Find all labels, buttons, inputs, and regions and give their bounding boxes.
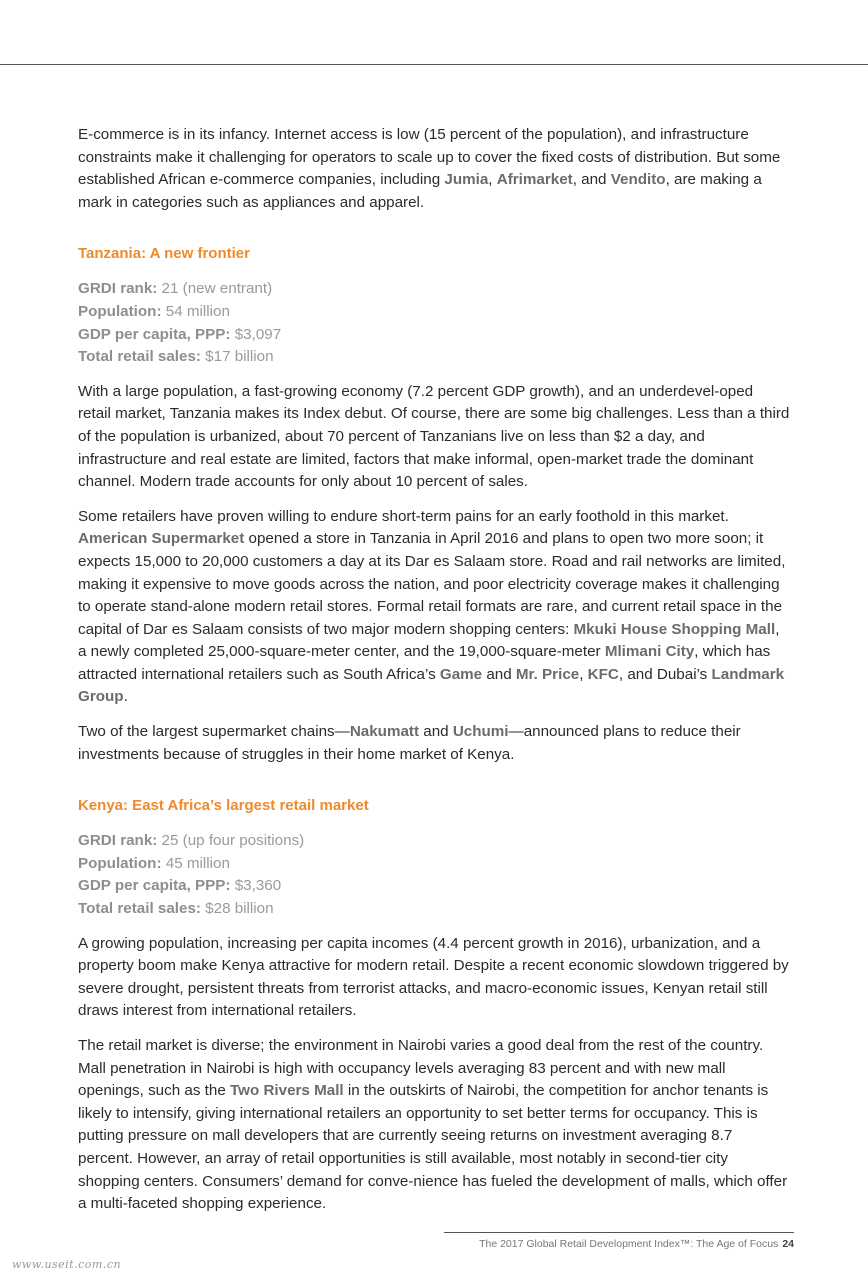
text: , are making a mark in categories such as appliances and apparel.: [78, 171, 762, 211]
top-rule: [0, 64, 868, 65]
tanzania-paragraph-2: Some retailers have proven willing to endure short-term pains for an early foothold in this market. American Supermarket opened a store in Tanzania in April 2016 and plans to open two more soon; it expects 15,000 to 20,000 customers a day at its Dar es Salaam store. Road and rail networks are limited, making it expensive to move goods across the nation, and poor electricity coverage makes it challenging to operate stand-alone modern retail stores. Formal retail formats are rare, and current retail space in the capital of Dar es Salaam consists of two major modern shopping centers: Mkuki House Shopping Mall, a newly completed 25,000-square-meter center, and the 19,000-square-meter Mlimani City, which has attracted international retailers such as South Africa’s Game and Mr. Price, KFC, and Dubai’s Landmark Group.: [78, 507, 786, 706]
tanzania-heading: Tanzania: A new frontier: [78, 245, 250, 263]
mall-mlimani-city: Mlimani City: [604, 643, 695, 661]
text: ,: [488, 171, 497, 189]
company-jumia: Jumia: [444, 171, 489, 189]
text: E-commerce is in its infancy. Internet access is low (15 percent of the population), and infrastructure constraints make it challenging for operators to scale up to cover the fixed costs of distribution. But some established African e-commerce companies, including: [78, 126, 781, 189]
stat-retail-sales: Total retail sales: $17 billion: [78, 348, 274, 366]
mall-two-rivers: Two Rivers Mall: [229, 1082, 344, 1100]
tanzania-stats: [78, 278, 790, 368]
mall-mkuki-house: Mkuki House Shopping Mall: [573, 620, 776, 638]
watermark: www.useit.com.cn: [12, 1258, 122, 1271]
company-vendito: Vendito: [610, 171, 666, 189]
company-american-supermarket: American Supermarket: [78, 530, 245, 548]
company-nakumatt: Nakumatt: [349, 723, 420, 741]
footer: [444, 1238, 794, 1250]
company-mr-price: Mr. Price: [515, 665, 580, 683]
kenya-paragraph-2: The retail market is diverse; the environment in Nairobi varies a good deal from the rest of the country. Mall penetration in Nairobi is high with occupancy levels averaging 83 percent and with new mall openings, such as the Two Rivers Mall in the outskirts of Nairobi, the competition for anchor tenants is likely to intensify, giving international retailers an opportunity to set better terms for occupancy. This is putting pressure on mall developers that are currently seeing returns on investment averaging 8.7 percent. However, an array of retail opportunities is still available, most notably in second-tier city shopping centers. Consumers’ demand for conve-nience has fueled the development of malls, which offer a multi-faceted shopping experience.: [78, 1037, 788, 1213]
kenya-paragraph-1: A growing population, increasing per capita incomes (4.4 percent growth in 2016), urbanization, and a property boom make Kenya attractive for modern retail. Despite a recent economic slowdown triggered by severe drought, persistent threats from terrorist attacks, and macro-economic issues, Kenyan retail still draws interest from international retailers.: [78, 934, 789, 1020]
company-landmark-group: Landmark Group: [78, 665, 785, 706]
tanzania-paragraph-3: Two of the largest supermarket chains—Nakumatt and Uchumi—announced plans to reduce their investments because of struggles in their home market of Kenya.: [78, 723, 741, 763]
text: , and: [572, 171, 611, 189]
company-kfc: KFC: [587, 665, 619, 683]
stat-gdp: GDP per capita, PPP: $3,097: [78, 325, 282, 343]
company-game: Game: [439, 665, 483, 683]
stat-grdi-rank: GRDI rank: 25 (up four positions): [78, 832, 305, 850]
ecommerce-paragraph: [78, 124, 790, 214]
kenya-heading: Kenya: East Africa’s largest retail market: [78, 797, 369, 815]
stat-population: Population: 54 million: [78, 302, 230, 320]
footer-rule: [444, 1232, 794, 1233]
stat-population: Population: 45 million: [78, 854, 230, 872]
kenya-stats: [78, 830, 790, 920]
stat-gdp: GDP per capita, PPP: $3,360: [78, 877, 282, 895]
stat-grdi-rank: GRDI rank: 21 (new entrant): [78, 280, 273, 298]
company-uchumi: Uchumi: [452, 723, 509, 741]
stat-retail-sales: Total retail sales: $28 billion: [78, 900, 274, 918]
company-afrimarket: Afrimarket: [496, 171, 573, 189]
footer-title: The 2017 Global Retail Development Index™: The Age of Focus: [479, 1238, 779, 1250]
article-body: [78, 124, 790, 1216]
page-number: 24: [782, 1238, 794, 1250]
tanzania-paragraph-1: With a large population, a fast-growing economy (7.2 percent GDP growth), and an underdevel-oped retail market, Tanzania makes its Index debut. Of course, there are some big challenges. Less than a third of the population is urbanized, about 70 percent of Tanzanians live on less than $2 a day, and infrastructure and real estate are limited, factors that make informal, open-market trade the dominant channel. Modern trade accounts for only about 10 percent of sales.: [78, 382, 790, 491]
